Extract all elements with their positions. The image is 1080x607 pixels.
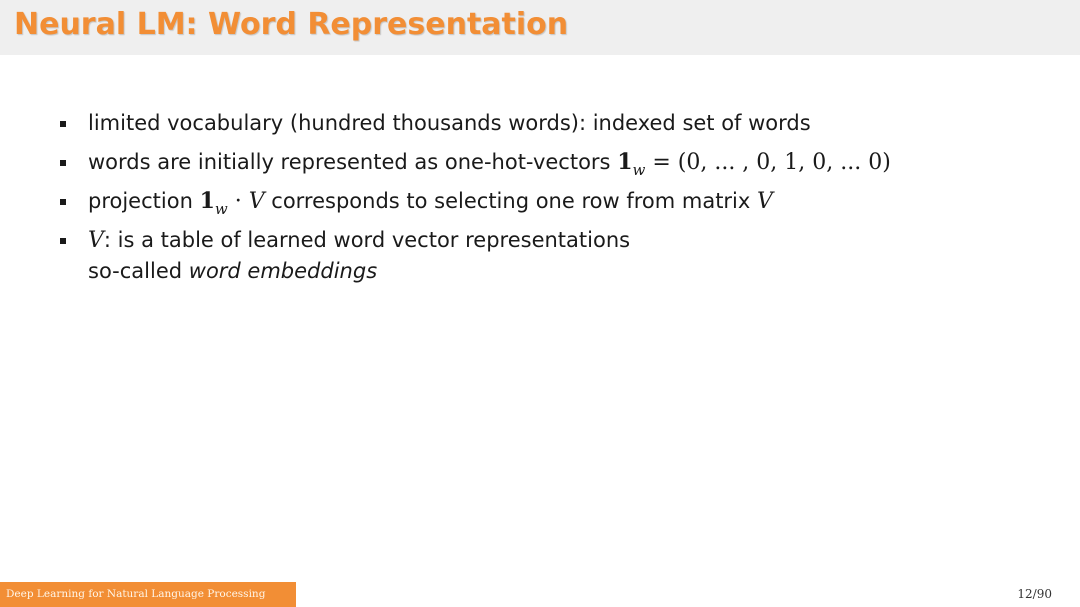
bullet-text: words are initially represented as one-hot-vectors	[88, 150, 618, 174]
bullet-item	[60, 108, 1040, 139]
math-subscript: w	[214, 200, 228, 218]
bullet-marker	[60, 199, 66, 205]
bullet-marker	[60, 121, 66, 127]
bullet-marker	[60, 160, 66, 166]
one-hot-formula	[617, 149, 891, 179]
math-vector: = (0, ... , 0, 1, 0, ... 0)	[645, 150, 891, 175]
math-variable: V	[248, 189, 265, 214]
math-variable: V	[757, 189, 773, 214]
bullet-item	[60, 186, 1040, 217]
bullet-text: projection	[88, 189, 200, 213]
slide-title: Neural LM: Word Representation	[14, 7, 569, 42]
bullet-text: corresponds to selecting one row from matrix	[264, 189, 757, 213]
emphasis-text: word embeddings	[188, 259, 378, 283]
math-operator: ·	[227, 189, 249, 214]
math-subscript: w	[632, 161, 646, 179]
footer-course-title: Deep Learning for Natural Language Processing	[0, 582, 296, 607]
bullet-text: limited vocabulary (hundred thousands words): indexed set of words	[88, 111, 811, 135]
bullet-item	[60, 147, 1040, 178]
page-number: 12/90	[1017, 587, 1052, 601]
bullet-item	[60, 225, 1040, 287]
bullet-text: : is a table of learned word vector representations	[103, 228, 631, 252]
bullet-text: so-called	[88, 259, 189, 283]
math-one: 1	[199, 188, 215, 214]
bullet-marker	[60, 238, 66, 244]
math-variable: V	[88, 228, 104, 253]
math-one: 1	[617, 149, 633, 175]
bullet-list	[60, 108, 1040, 295]
projection-formula	[199, 188, 265, 218]
title-bar	[0, 0, 1080, 55]
